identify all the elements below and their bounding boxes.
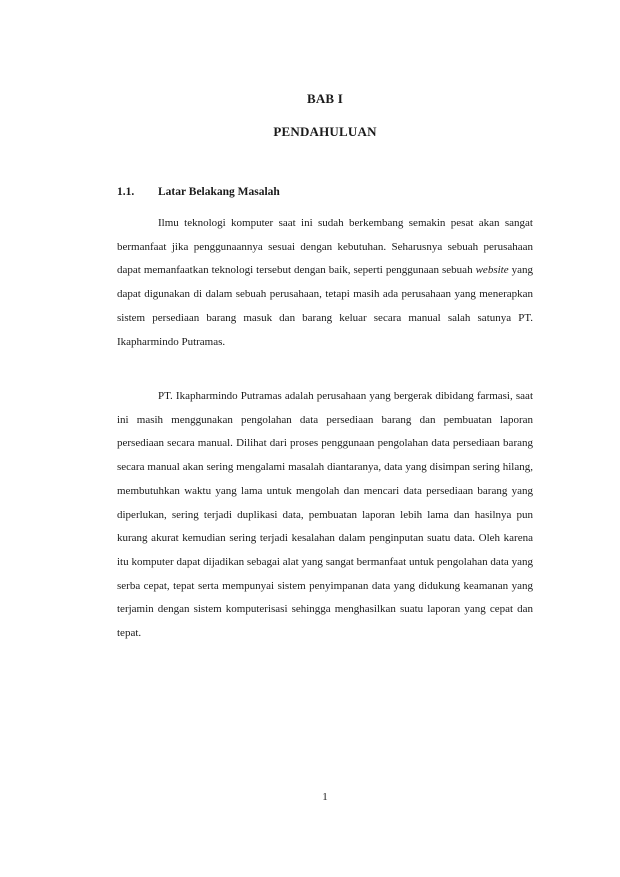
section-heading: [117, 186, 280, 198]
paragraph-2-container: [117, 385, 533, 646]
paragraph-1-text-after: yang dapat digunakan di dalam sebuah perusahaan, tetapi masih ada perusahaan yang menerapkan sistem persediaan barang masuk dan barang keluar secara manual salah satunya PT. Ikapharmindo Putramas.: [117, 264, 533, 348]
paragraph-1: [117, 212, 533, 354]
paragraph-2: PT. Ikapharmindo Putramas adalah perusahaan yang bergerak dibidang farmasi, saat ini masih menggunakan pengolahan data persediaan barang dan pembuatan laporan persediaan secara manual. Dilihat dari proses penggunaan pengolahan data persediaan barang secara manual akan sering mengalami masalah diantaranya, data yang disimpan sering hilang, membutuhkan waktu yang lama untuk mengolah dan mencari data persediaan barang yang diperlukan, sering terjadi duplikasi data, pembuatan laporan lebih lama dan hasilnya pun kurang akurat kemudian sering terjadi kesalahan dalam penginputan suatu data. Oleh karena itu komputer dapat dijadikan sebagai alat yang sangat bermanfaat untuk pengolahan data yang serba cepat, tepat serta mempunyai sistem penyimpanan data yang didukung keamanan yang terjamin dengan sistem komputerisasi sehingga menghasilkan suatu laporan yang cepat dan tepat.: [117, 390, 533, 640]
chapter-number: BAB I: [306, 91, 344, 106]
page-number: 1: [322, 791, 328, 803]
paragraph-1-text-before: Ilmu teknologi komputer saat ini sudah berkembang semakin pesat akan sangat bermanfaat jika penggunaannya sesuai dengan kebutuhan. Seharusnya sebuah perusahaan dapat memanfaatkan teknologi tersebut dengan baik, seperti penggunaan sebuah: [117, 217, 533, 277]
chapter-title: PENDAHULUAN: [273, 124, 377, 139]
paragraph-1-container: [117, 212, 533, 354]
section-number: 1.1.: [117, 186, 135, 198]
section-title: Latar Belakang Masalah: [158, 186, 280, 198]
paragraph-1-italic-term: website: [475, 264, 509, 277]
